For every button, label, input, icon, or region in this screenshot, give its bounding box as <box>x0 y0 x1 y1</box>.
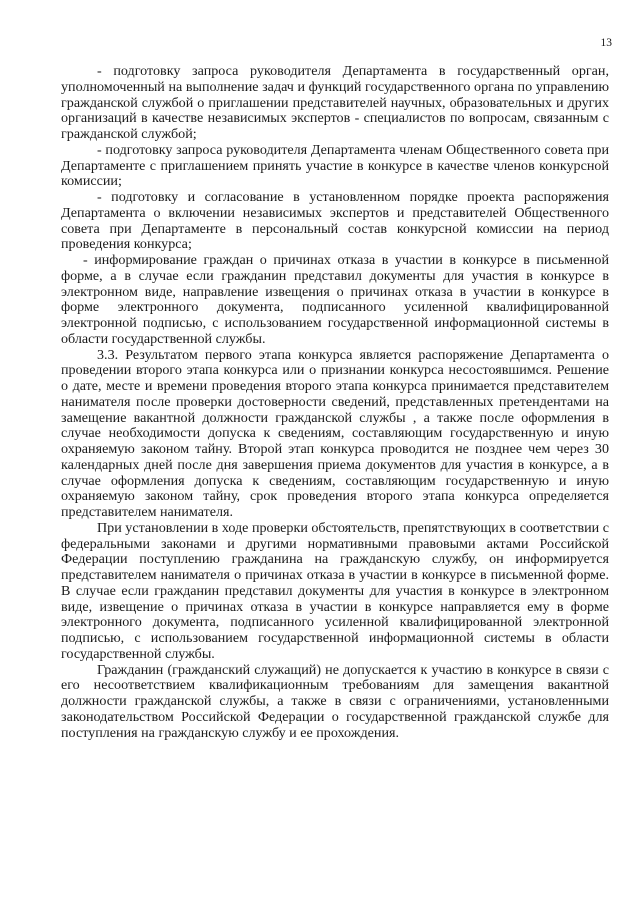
paragraph-request-experts: - подготовку запроса руководителя Департамента в государственный орган, уполномоченный на выполнение задач и функций государственного органа по управлению гражданской службой о приглашении представителей научных, образовательных и других организаций в качестве независимых экспертов - специалистов по вопросам, связанным с гражданской службой; <box>61 63 609 142</box>
paragraph-3-3-first-stage-result: 3.3. Результатом первого этапа конкурса является распоряжение Департамента о проведении второго этапа конкурса или о признании конкурса несостоявшимся. Решение о дате, месте и времени проведения второго этапа конкурса принимается представителем нанимателя после проверки достоверности сведений, представленных претендентами на замещение вакантной должности гражданской службы , а также после оформления в случае необходимости допуска к сведениям, составляющим государственную и иную охраняемую законом тайну. Второй этап конкурса проводится не позднее чем через 30 календарных дней после дня завершения приема документов для участия в конкурсе, а в случае оформления допуска к сведениям, составляющим государственную и иную охраняемую законом тайну, срок проведения второго этапа конкурса определяется представителем нанимателя. <box>61 346 609 520</box>
paragraph-refusal-notice: - информирование граждан о причинах отказа в участии в конкурсе в письменной форме, а в случае если гражданин представил документы для участия в конкурсе в электронном виде, направление извещения о причинах отказа в участии в конкурсе в форме электронного документа, подписанного усиленной квалифицированной электронной подписью, с использованием государственной информационной системы в области государственной службы. <box>61 252 609 347</box>
document-body <box>61 64 609 741</box>
paragraph-request-council: - подготовку запроса руководителя Департамента членам Общественного совета при Департаменте с приглашением принять участие в конкурсе в качестве членов конкурсной комиссии; <box>61 141 609 190</box>
paragraph-obstacles-check: При установлении в ходе проверки обстоятельств, препятствующих в соответствии с федеральными законами и другими нормативными правовыми актами Российской Федерации поступлению гражданина на гражданскую службу, он информируется представителем нанимателя о причинах отказа в участии в конкурсе в письменной форме. В случае если гражданин представил документы для участия в конкурсе в электронном виде, извещение о причинах отказа в участии в конкурсе направляется ему в форме электронного документа, подписанного усиленной квалифицированной электронной подписью, с использованием государственной информационной системы в области государственной службы. <box>61 519 609 662</box>
paragraph-approval-order: - подготовку и согласование в установленном порядке проекта распоряжения Департамента о включении независимых экспертов и представителей Общественного совета при Департаменте в персональный состав конкурсной комиссии на период проведения конкурса; <box>61 189 609 253</box>
page-number: 13 <box>600 37 612 49</box>
paragraph-not-admitted: Гражданин (гражданский служащий) не допускается к участию в конкурсе в связи с его несоответствием квалификационным требованиям для замещения вакантной должности гражданской службы, а также в связи с ограничениями, установленными законодательством Российской Федерации о государственной гражданской службе для поступления на гражданскую службу и ее прохождения. <box>61 661 609 741</box>
